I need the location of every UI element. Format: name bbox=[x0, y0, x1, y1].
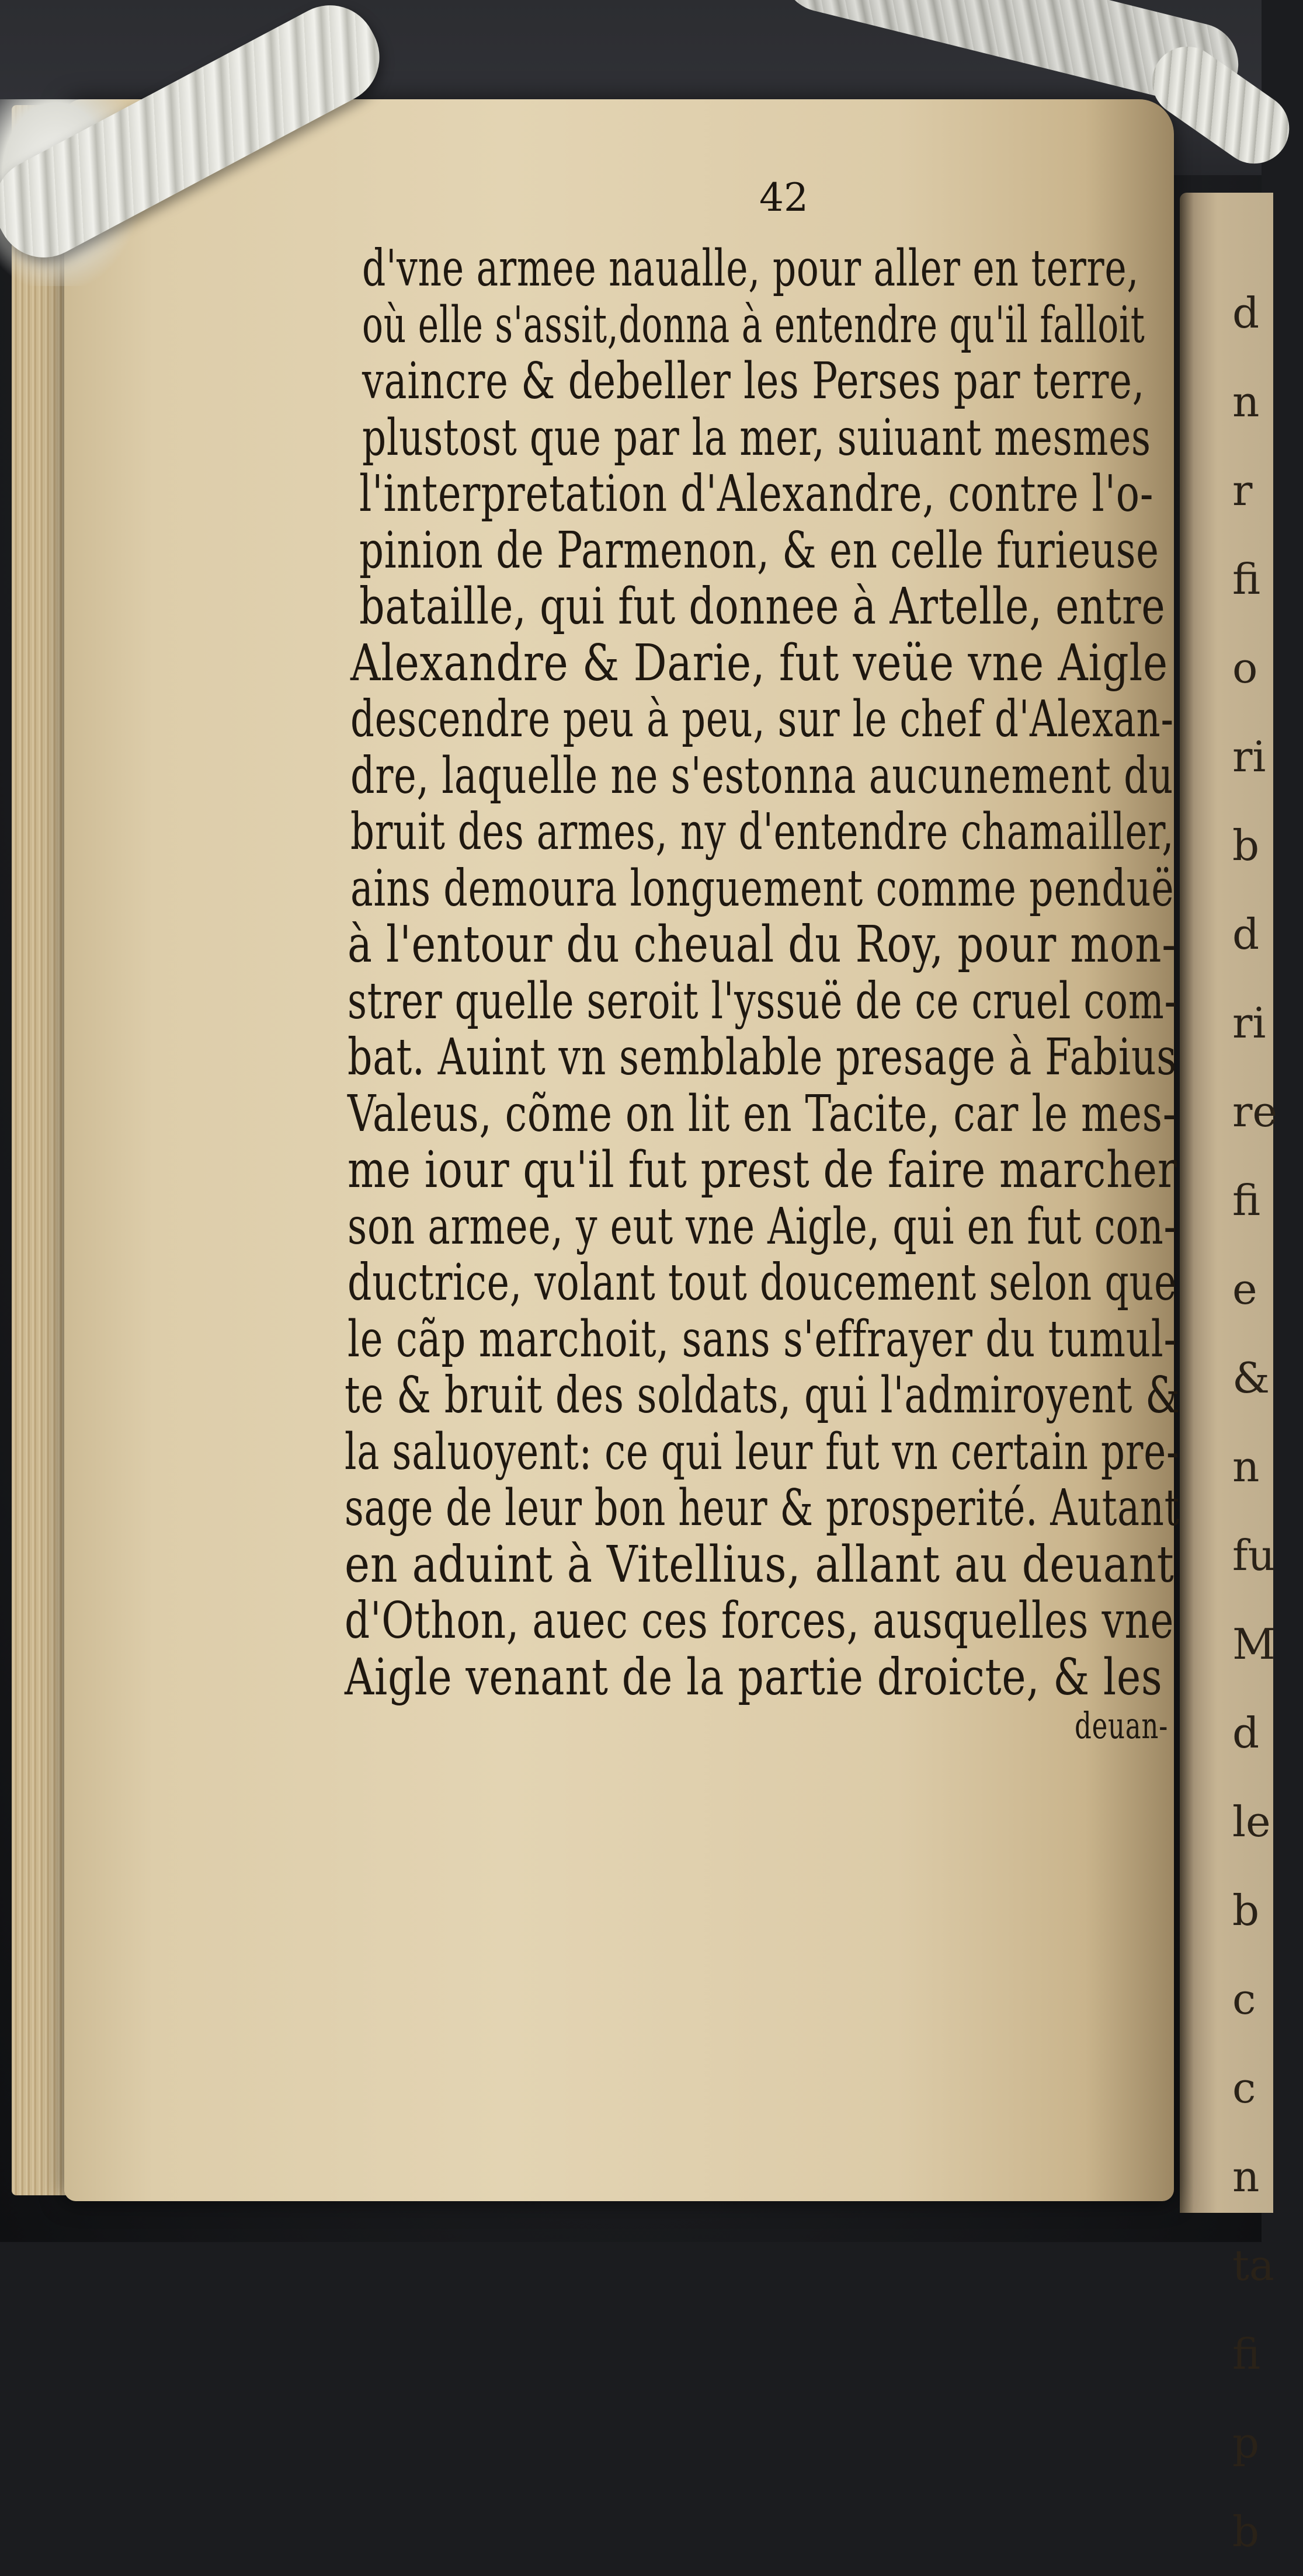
facing-letter: fi bbox=[1232, 555, 1261, 604]
facing-letter: p bbox=[1232, 2418, 1260, 2467]
facing-page-letters bbox=[1232, 269, 1278, 2576]
text-line: descendre peu à peu, sur le chef d'Alexan- bbox=[350, 690, 1174, 749]
facing-letter: d bbox=[1232, 910, 1260, 959]
text-line: plustost que par la mer, suiuant mesmes bbox=[362, 408, 1151, 467]
facing-letter: ri bbox=[1232, 998, 1266, 1047]
text-line: à l'entour du cheual du Roy, pour mon- bbox=[348, 915, 1176, 974]
facing-letter: e bbox=[1232, 1265, 1257, 1314]
facing-letter: ri bbox=[1232, 732, 1266, 781]
facing-letter: M bbox=[1232, 1620, 1276, 1669]
facing-letter: c bbox=[1232, 1975, 1256, 2024]
text-line: pinion de Parmenon, & en celle furieuse bbox=[359, 521, 1159, 580]
facing-letter: fi bbox=[1232, 2330, 1261, 2379]
facing-letter: c bbox=[1232, 2063, 1256, 2112]
text-line: en aduint à Vitellius, allant au deuant bbox=[345, 1535, 1175, 1594]
facing-letter: fi bbox=[1232, 1176, 1261, 1225]
facing-letter: b bbox=[1232, 1886, 1260, 1935]
text-line: Valeus, cõme on lit en Tacite, car le mes- bbox=[348, 1084, 1177, 1143]
facing-letter: d bbox=[1232, 1708, 1260, 1757]
facing-letter: re bbox=[1232, 1087, 1278, 1136]
facing-letter: le bbox=[1232, 1797, 1271, 1846]
facing-letter: & bbox=[1232, 1353, 1270, 1402]
text-line: sage de leur bon heur & prosperité. Autant bbox=[345, 1479, 1180, 1537]
facing-letter: n bbox=[1232, 377, 1260, 426]
text-line: Alexandre & Darie, fut veüe vne Aigle bbox=[350, 633, 1168, 692]
text-line: bruit des armes, ny d'entendre chamailler, bbox=[350, 803, 1175, 861]
text-line: me iour qu'il fut prest de faire marcher bbox=[348, 1141, 1177, 1199]
text-line: d'vne armee naualle, pour aller en terre, bbox=[362, 239, 1139, 298]
text-line: Aigle venant de la partie droicte, & les bbox=[345, 1648, 1163, 1707]
facing-letter: o bbox=[1232, 643, 1258, 692]
text-line: son armee, y eut vne Aigle, qui en fut con- bbox=[348, 1197, 1177, 1256]
facing-letter: r bbox=[1232, 466, 1253, 515]
facing-page bbox=[1180, 193, 1278, 2556]
text-line: ductrice, volant tout doucement selon que bbox=[348, 1254, 1177, 1312]
facing-letter: d bbox=[1232, 288, 1260, 337]
page-number: 42 bbox=[759, 175, 808, 220]
facing-letter: n bbox=[1232, 2152, 1260, 2201]
text-line: te & bruit des soldats, qui l'admiroyent & bbox=[345, 1366, 1180, 1425]
text-line: l'interpretation d'Alexandre, contre l'o- bbox=[359, 465, 1154, 523]
text-line: dre, laquelle ne s'estonna aucunement du bbox=[350, 746, 1174, 805]
text-line: d'Othon, auec ces forces, ausquelles vne bbox=[345, 1592, 1175, 1650]
text-line: où elle s'assit,donna à entendre qu'il falloit bbox=[362, 295, 1145, 354]
text-line: la saluoyent: ce qui leur fut vn certain pre- bbox=[345, 1422, 1180, 1481]
facing-letter: ta bbox=[1232, 2241, 1274, 2290]
text-line: strer quelle seroit l'yssuë de ce cruel com- bbox=[348, 972, 1178, 1031]
facing-letter: b bbox=[1232, 2507, 1260, 2556]
text-line: deuan- bbox=[1075, 1704, 1169, 1747]
facing-letter: b bbox=[1232, 821, 1260, 870]
text-line: ains demoura longuement comme penduë bbox=[350, 859, 1175, 918]
facing-letter: n bbox=[1232, 1442, 1260, 1491]
text-line: bat. Auint vn semblable presage à Fabius bbox=[348, 1028, 1177, 1087]
text-line: bataille, qui fut donnee à Artelle, entre bbox=[359, 577, 1166, 636]
text-line: vaincre & debeller les Perses par terre, bbox=[362, 352, 1145, 410]
facing-letter: fu bbox=[1232, 1531, 1276, 1580]
text-line: le cãp marchoit, sans s'effrayer du tumul- bbox=[348, 1310, 1177, 1369]
